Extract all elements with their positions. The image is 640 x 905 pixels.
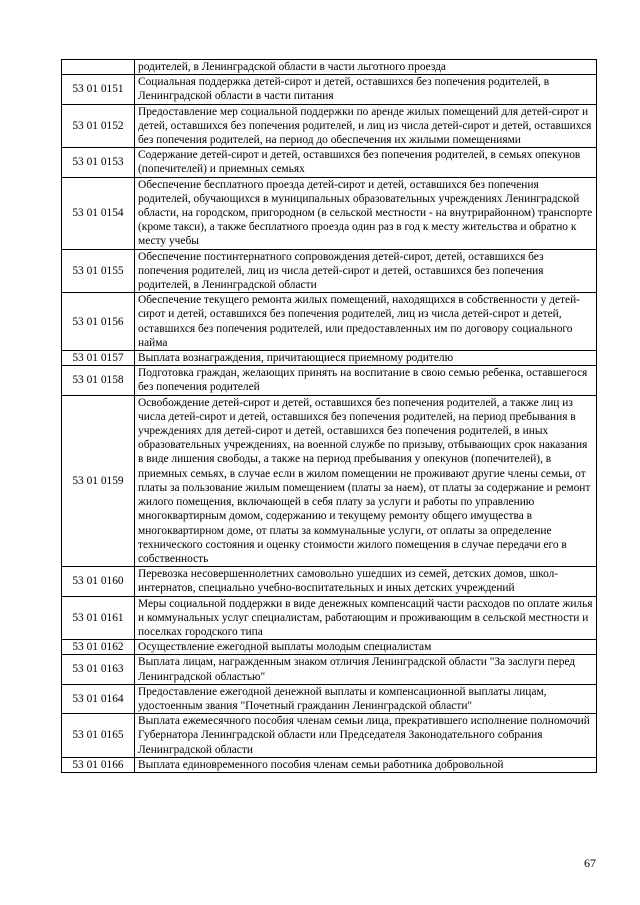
row-description: Выплата вознаграждения, причитающиеся приемному родителю bbox=[135, 351, 597, 366]
table-row bbox=[62, 757, 597, 772]
table-row bbox=[62, 366, 597, 395]
table-row bbox=[62, 655, 597, 684]
table-row bbox=[62, 351, 597, 366]
row-code: 53 01 0152 bbox=[62, 104, 135, 148]
table-row bbox=[62, 684, 597, 713]
row-description: Социальная поддержка детей-сирот и детей, оставшихся без попечения родителей, в Ленинградской области в части питания bbox=[135, 75, 597, 104]
row-description: родителей, в Ленинградской области в части льготного проезда bbox=[135, 60, 597, 75]
row-description: Подготовка граждан, желающих принять на воспитание в свою семью ребенка, оставшегося без попечения родителей bbox=[135, 366, 597, 395]
row-description: Меры социальной поддержки в виде денежных компенсаций части расходов по оплате жилья и коммунальных услуг специалистам, работающим и проживающим в сельской местности и поселках городского типа bbox=[135, 596, 597, 640]
table-row bbox=[62, 177, 597, 249]
row-code: 53 01 0161 bbox=[62, 596, 135, 640]
table-row bbox=[62, 640, 597, 655]
table-row bbox=[62, 148, 597, 177]
row-description: Выплата лицам, награжденным знаком отличия Ленинградской области "За заслуги перед Ленинградской областью" bbox=[135, 655, 597, 684]
row-code: 53 01 0158 bbox=[62, 366, 135, 395]
row-description: Выплата единовременного пособия членам семьи работника добровольной bbox=[135, 757, 597, 772]
row-code: 53 01 0162 bbox=[62, 640, 135, 655]
row-description: Предоставление ежегодной денежной выплаты и компенсационной выплаты лицам, удостоенным звания "Почетный гражданин Ленинградской области" bbox=[135, 684, 597, 713]
row-description: Обеспечение бесплатного проезда детей-сирот и детей, оставшихся без попечения родителей, обучающихся в муниципальных образовательных учреждениях Ленинградской области, на городском, пригородном (в сельской местности - на внутрирайонном) транспорте (кроме такси), а также бесплатного проезда один раз в год к месту жительства и обратно к месту учебы bbox=[135, 177, 597, 249]
row-description: Выплата ежемесячного пособия членам семьи лица, прекратившего исполнение полномочий Губернатора Ленинградской области или Председателя Законодательного собрания Ленинградской области bbox=[135, 714, 597, 758]
row-description: Обеспечение текущего ремонта жилых помещений, находящихся в собственности у детей-сирот и детей, оставшихся без попечения родителей, лиц из числа детей-сирот и детей, оставшихся без попечения родителей, или предоставленных им по договору социального найма bbox=[135, 293, 597, 351]
budget-code-table bbox=[61, 59, 597, 773]
row-code: 53 01 0157 bbox=[62, 351, 135, 366]
table-row bbox=[62, 395, 597, 566]
row-code: 53 01 0151 bbox=[62, 75, 135, 104]
table-row bbox=[62, 104, 597, 148]
row-code bbox=[62, 60, 135, 75]
table-body bbox=[62, 60, 597, 773]
row-code: 53 01 0160 bbox=[62, 567, 135, 596]
table-row bbox=[62, 567, 597, 596]
row-description: Содержание детей-сирот и детей, оставшихся без попечения родителей, в семьях опекунов (попечителей) и приемных семьях bbox=[135, 148, 597, 177]
row-code: 53 01 0164 bbox=[62, 684, 135, 713]
row-code: 53 01 0166 bbox=[62, 757, 135, 772]
table-row bbox=[62, 714, 597, 758]
table-row bbox=[62, 249, 597, 293]
row-code: 53 01 0163 bbox=[62, 655, 135, 684]
row-description: Осуществление ежегодной выплаты молодым специалистам bbox=[135, 640, 597, 655]
row-code: 53 01 0159 bbox=[62, 395, 135, 566]
row-description: Освобождение детей-сирот и детей, оставшихся без попечения родителей, а также лиц из числа детей-сирот и детей, оставшихся без попечения родителей, на период пребывания в учреждениях для детей-сирот и детей, оставшихся без попечения родителей, в иных образовательных учреждениях, на военной службе по призыву, отбывающих срок наказания в виде лишения свободы, а также на период пребывания у опекунов (попечителей), в приемных семьях, в случае если в жилом помещении не проживают другие члены семьи, от платы за пользование жилым помещением (платы за наем), от платы за содержание и ремонт жилого помещения, включающей в себя плату за услуги и работы по управлению многоквартирным домом, содержанию и текущему ремонту общего имущества в многоквартирном доме, от платы за коммунальные услуги, от оплаты за определение технического состояния и оценку стоимости жилого помещения в случае передачи его в собственность bbox=[135, 395, 597, 566]
row-code: 53 01 0153 bbox=[62, 148, 135, 177]
table-row bbox=[62, 596, 597, 640]
table-row bbox=[62, 60, 597, 75]
row-description: Предоставление мер социальной поддержки по аренде жилых помещений для детей-сирот и детей, оставшихся без попечения родителей, и лиц из числа детей-сирот и детей, оставшихся без попечения родителей, на период до обеспечения их жилыми помещениями bbox=[135, 104, 597, 148]
row-description: Перевозка несовершеннолетних самовольно ушедших из семей, детских домов, школ-интернатов, специально учебно-воспитательных и иных детских учреждений bbox=[135, 567, 597, 596]
row-code: 53 01 0156 bbox=[62, 293, 135, 351]
row-code: 53 01 0165 bbox=[62, 714, 135, 758]
table-row bbox=[62, 75, 597, 104]
row-code: 53 01 0155 bbox=[62, 249, 135, 293]
row-code: 53 01 0154 bbox=[62, 177, 135, 249]
page-number: 67 bbox=[584, 856, 596, 870]
table-row bbox=[62, 293, 597, 351]
row-description: Обеспечение постинтернатного сопровождения детей-сирот, детей, оставшихся без попечения родителей, лиц из числа детей-сирот и детей, оставшихся без попечения родителей, в Ленинградской области bbox=[135, 249, 597, 293]
